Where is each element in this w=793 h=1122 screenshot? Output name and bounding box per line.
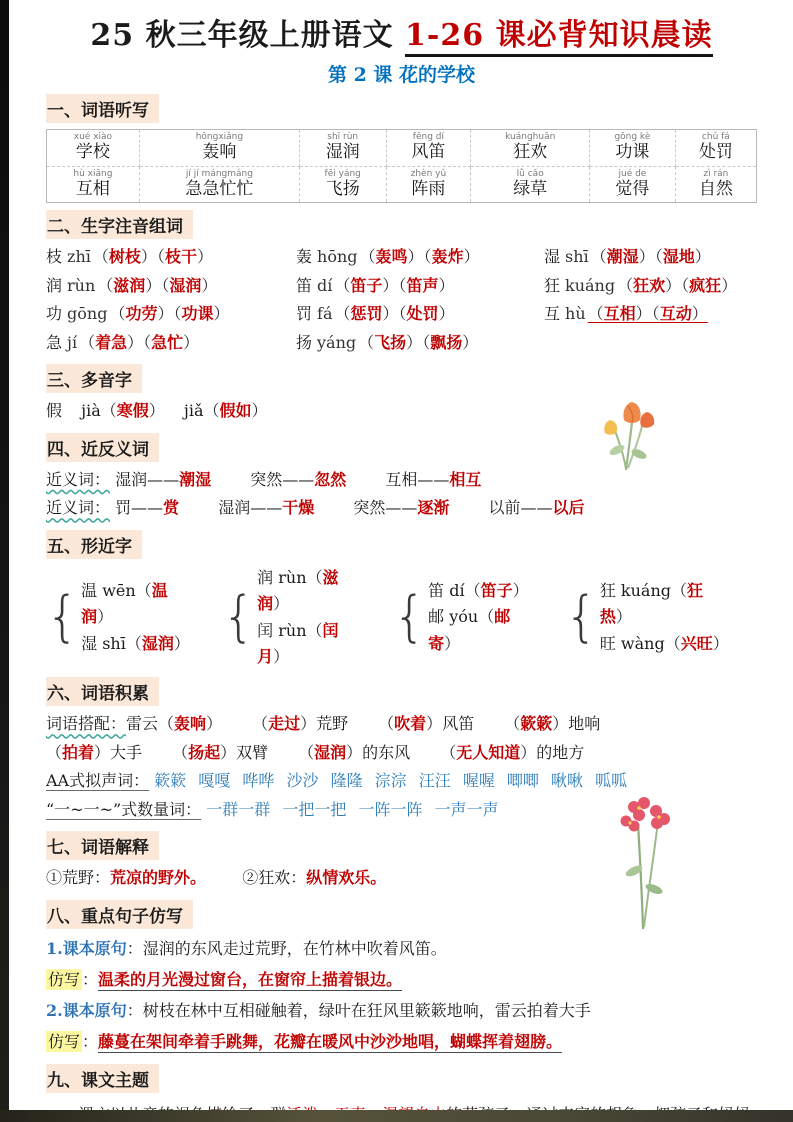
zuci-item: 润 rùn （ 滋润 ） （ 湿润 ）: [46, 272, 296, 300]
pinyin: jí jí mángmáng: [185, 168, 253, 179]
synonym-label: 近义词：: [46, 469, 111, 489]
word: 学校: [75, 142, 110, 163]
similar-characters-row: [46, 565, 757, 671]
title-black: 25 秋三年级上册语文: [90, 18, 406, 53]
quantifier-words: 一群一群 一把一把 一阵一阵 一声一声: [206, 799, 499, 819]
synonyms-line-2: 近义词： 罚——赏 湿润——干燥 突然——逐渐 以前——以后: [46, 498, 585, 518]
section-heading-zuci: 二、生字注音组词: [46, 210, 193, 239]
section-heading-dictation: 一、词语听写: [46, 94, 159, 123]
collocation-line-1: 词语搭配：雷云 （ 轰响 ） （ 走过 ） 荒野 （ 吹着 ） 风笛 （ 簌簌 ） 地响: [46, 710, 757, 738]
word: 绿草: [513, 179, 548, 200]
dictation-table: [46, 129, 757, 203]
pinyin: lǜ cǎo: [516, 168, 544, 179]
pinyin: hōngxiǎng: [195, 132, 244, 142]
similar-group: { 笛 dí （ 笛子 ） 邮 yóu （ 邮寄 ）: [393, 578, 539, 657]
pinyin: fēi yáng: [324, 168, 361, 179]
original-label: 2.课本原句: [46, 1001, 127, 1021]
section-heading-duoyinzi: 三、多音字: [46, 364, 142, 393]
page-title: [46, 18, 757, 54]
brace-icon: [46, 593, 79, 642]
pinyin: fēng dí: [412, 132, 444, 142]
word: 轰响: [202, 142, 237, 163]
definition-answer: 纵情欢乐。: [306, 868, 387, 888]
word: 觉得: [615, 179, 650, 200]
table-row: [47, 130, 757, 167]
duoyinzi-line: 假 jià （ 寒假 ） jiǎ （ 假如 ）: [46, 397, 757, 425]
word: 阵雨: [411, 179, 446, 200]
table-row: [47, 166, 757, 203]
zuci-item: 急 jí （ 着急 ） （ 急忙 ）: [46, 329, 296, 357]
collocation-label: 词语搭配：: [46, 714, 127, 734]
original-text: 树枝在林中互相碰触着，绿叶在狂风里簌簌地响，雷云拍着大手: [142, 1001, 591, 1021]
zuci-item: 笛 dí （ 笛子 ） （ 笛声 ）: [296, 272, 544, 300]
zuci-item: 狂 kuáng （ 狂欢 ） （ 疯狂 ）: [544, 272, 758, 300]
word: 风笛: [411, 142, 446, 163]
pinyin: xué xiào: [73, 132, 113, 142]
pinyin: jué de: [618, 168, 647, 179]
collocation-line-2: （ 拍着 ） 大手 （ 扬起 ） 双臂 （ 湿润 ） 的东风 （ 无人知道 ） 的地方: [46, 739, 757, 767]
onomatopoeia-words: 簌簌 嘎嘎 哗哗 沙沙 隆隆 淙淙 汪汪 喔喔 唧唧 啾啾 呱呱: [154, 771, 628, 791]
imitation-text: 温柔的月光漫过窗台，在窗帘上描着银边。: [98, 969, 403, 989]
pinyin: zì rán: [703, 168, 729, 179]
section-heading-jieshi: 七、词语解释: [46, 831, 159, 860]
similar-group: { 狂 kuáng （ 狂热 ） 旺 wàng （ 兴旺 ）: [565, 578, 731, 657]
similar-group: { 温 wēn （ 温润 ） 湿 shī （ 湿润 ）: [46, 578, 196, 657]
pinyin: kuánghuān: [505, 132, 556, 142]
title-red-underlined: 1-26 课必背知识晨读: [405, 18, 713, 57]
pinyin: shī rùn: [327, 132, 359, 142]
section-heading-jilei: 六、词语积累: [46, 677, 159, 706]
imitation-text: 藤蔓在架间牵着手跳舞，花瓣在暖风中沙沙地唱，蝴蝶挥着翅膀。: [98, 1032, 563, 1052]
word: 功课: [615, 142, 650, 163]
section-heading-zhuti: 九、课文主题: [46, 1064, 159, 1093]
brace-icon: [222, 593, 255, 642]
orange-flower-decoration: [592, 392, 664, 472]
lesson-subtitle: 第 2 课 花的学校: [327, 64, 476, 86]
zuci-item: 罚 fá （ 惩罚 ） （ 处罚 ）: [296, 300, 544, 328]
word: 互相: [75, 179, 110, 200]
imitation-sentence-2: 仿写 ：藤蔓在架间牵着手跳舞，花瓣在暖风中沙沙地唱，蝴蝶挥着翅膀。: [48, 1032, 563, 1052]
synonym-label: 近义词：: [46, 498, 111, 518]
pinyin: chǔ fá: [701, 132, 730, 142]
pinyin: gōng kè: [614, 132, 651, 142]
word: 急急忙忙: [185, 179, 254, 200]
quantifier-label: “一~一~”式数量词：: [46, 799, 202, 819]
section-heading-jinfanyici: 四、近反义词: [46, 433, 159, 462]
word: 狂欢: [513, 142, 548, 163]
zuci-item: 互 hù （ 互相 ） （ 互动 ）: [544, 300, 758, 328]
zuci-item: 扬 yáng （ 飞扬 ） （ 飘扬 ）: [296, 329, 544, 357]
word: 处罚: [698, 142, 733, 163]
brace-icon: [393, 593, 426, 642]
imitation-label: 仿写: [48, 969, 81, 989]
similar-group: { 润 rùn （ 滋润 ） 闰 rùn （ 闰月 ）: [222, 565, 367, 671]
scan-left-border: [0, 0, 9, 1122]
pinyin: hù xiāng: [73, 168, 113, 179]
word: 湿润: [325, 142, 360, 163]
pinyin: zhèn yǔ: [410, 168, 447, 179]
zuci-item: 湿 shī （ 潮湿 ） （ 湿地 ）: [544, 243, 758, 271]
pink-flower-decoration: [612, 793, 674, 933]
definition-term: ②狂欢：: [242, 868, 307, 888]
zuci-item: 枝 zhī （ 树枝 ） （ 枝干 ）: [46, 243, 296, 271]
synonyms-line-1: 近义词： 湿润——潮湿 突然——忽然 互相——相互: [46, 469, 482, 489]
word: 飞扬: [325, 179, 360, 200]
zuci-item: 功 gōng （ 功劳 ） （ 功课 ）: [46, 300, 296, 328]
imitation-label: 仿写: [48, 1032, 81, 1052]
section-heading-fangxie: 八、重点句子仿写: [46, 900, 193, 929]
original-sentence-1: 1.课本原句：湿润的东风走过荒野，在竹林中吹着风笛。: [46, 938, 447, 958]
onomatopoeia-line: [46, 767, 757, 795]
zuci-list: [46, 243, 757, 357]
definition-answer: 荒凉的野外。: [110, 868, 207, 888]
imitation-sentence-1: 仿写 ：温柔的月光漫过窗台，在窗帘上描着银边。: [48, 969, 403, 989]
zuci-item: 轰 hōng （ 轰鸣 ） （ 轰炸 ）: [296, 243, 544, 271]
section-heading-xingjinzi: 五、形近字: [46, 530, 142, 559]
scan-bottom-border: [0, 1110, 793, 1122]
original-label: 1.课本原句: [46, 938, 127, 958]
definition-term: ①荒野：: [46, 868, 111, 888]
brace-icon: [565, 593, 598, 642]
word: 自然: [698, 179, 733, 200]
original-text: 湿润的东风走过荒野，在竹林中吹着风笛。: [142, 938, 447, 958]
onomatopoeia-label: AA式拟声词：: [46, 771, 150, 791]
original-sentence-2: 2.课本原句：树枝在林中互相碰触着，绿叶在狂风里簌簌地响，雷云拍着大手: [46, 1001, 591, 1021]
